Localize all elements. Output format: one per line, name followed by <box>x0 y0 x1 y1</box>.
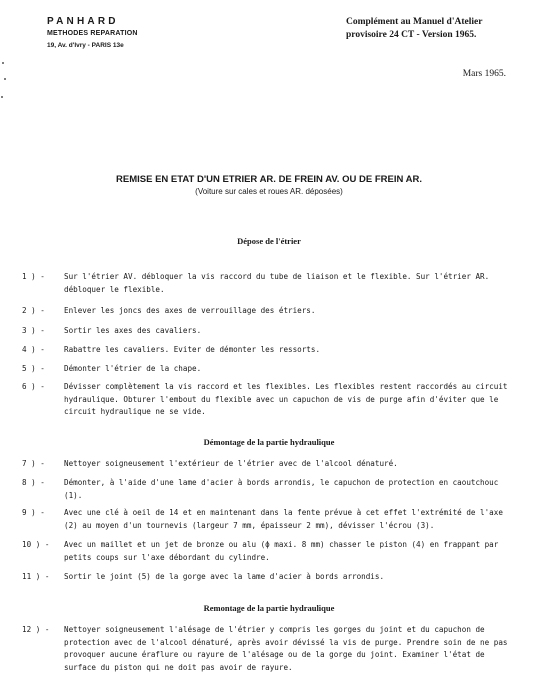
list-item <box>22 507 510 532</box>
manual-reference-line1: Complément au Manuel d'Atelier <box>346 17 483 27</box>
item-text: Avec une clé à oeil de 14 et en maintenant dans la fente prévue à cet effet l'extrémité de l'axe (2) au moyen d'un tournevis (largeur 7 mm, épaisseur 2 mm), dévisser l'écrou (3). <box>64 508 503 530</box>
item-number: 3 ) - <box>22 326 45 335</box>
scan-speck <box>2 62 4 64</box>
list-item <box>22 571 510 584</box>
item-number: 2 ) - <box>22 306 45 315</box>
item-text: Démonter l'étrier de la chape. <box>64 364 202 373</box>
section-heading: Dépose de l'étrier <box>237 236 301 246</box>
item-text: Dévisser complètement la vis raccord et les flexibles. Les flexibles restent raccordés au circuit hydraulique. Obturer l'embout du flexible avec un capuchon de vis de purge afin d'éviter que le circuit hydraulique ne se vide. <box>64 382 508 416</box>
document-date: Mars 1965. <box>462 69 506 79</box>
item-number: 6 ) - <box>22 382 45 391</box>
item-text: Sur l'étrier AV. débloquer la vis raccord du tube de liaison et le flexible. Sur l'étrier AR. débloquer le flexible. <box>64 272 490 294</box>
item-text: Nettoyer soigneusement l'alésage de l'étrier y compris les gorges du joint et du capuchon de protection avec de l'alcool dénaturé, après avoir dévissé la vis de purge. Prendre soin de ne pas provoquer aucune éraflure ou rayure de l'alésage ou de la gorge du joint. Examiner l'état de surface du piston qui ne doit pas avoir de rayure. <box>64 625 508 672</box>
section-heading: Remontage de la partie hydraulique <box>203 603 335 613</box>
department-name: METHODES REPARATION <box>47 30 138 37</box>
list-item <box>22 325 510 338</box>
list-item <box>22 539 510 564</box>
item-text: Avec un maillet et un jet de bronze ou alu (ϕ maxi. 8 mm) chasser le piston (4) en frappant par petits coups sur l'axe débordant du cylindre. <box>64 540 499 562</box>
list-item <box>22 477 510 502</box>
list-item <box>22 305 510 318</box>
item-number: 4 ) - <box>22 345 45 354</box>
item-text: Démonter, à l'aide d'une lame d'acier à bords arrondis, le capuchon de protection en caoutchouc (1). <box>64 478 499 500</box>
company-address: 19, Av. d'Ivry - PARIS 13e <box>47 42 124 49</box>
item-number: 5 ) - <box>22 364 45 373</box>
list-item <box>22 458 510 471</box>
item-text: Sortir les axes des cavaliers. <box>64 326 202 335</box>
company-name: PANHARD <box>47 16 119 27</box>
list-item <box>22 344 510 357</box>
item-number: 11 ) - <box>22 572 50 581</box>
scan-speck <box>1 96 3 98</box>
item-number: 8 ) - <box>22 478 45 487</box>
list-item <box>22 271 510 296</box>
list-item <box>22 624 510 674</box>
item-text: Nettoyer soigneusement l'extérieur de l'étrier avec de l'alcool dénaturé. <box>64 459 398 468</box>
item-text: Rabattre les cavaliers. Eviter de démonter les ressorts. <box>64 345 321 354</box>
section-heading: Démontage de la partie hydraulique <box>203 437 335 447</box>
document-subtitle: (Voiture sur cales et roues AR. déposées) <box>195 187 343 196</box>
item-number: 10 ) - <box>22 540 50 549</box>
item-text: Enlever les joncs des axes de verrouillage des étriers. <box>64 306 316 315</box>
item-number: 1 ) - <box>22 272 45 281</box>
item-number: 7 ) - <box>22 459 45 468</box>
item-text: Sortir le joint (5) de la gorge avec la lame d'acier à bords arrondis. <box>64 572 385 581</box>
list-item <box>22 363 510 376</box>
manual-reference-line2: provisoire 24 CT - Version 1965. <box>346 30 477 40</box>
list-item <box>22 381 510 419</box>
scan-speck <box>4 78 6 80</box>
document-title: REMISE EN ETAT D'UN ETRIER AR. DE FREIN AV. OU DE FREIN AR. <box>116 174 422 185</box>
item-number: 12 ) - <box>22 625 50 634</box>
item-number: 9 ) - <box>22 508 45 517</box>
